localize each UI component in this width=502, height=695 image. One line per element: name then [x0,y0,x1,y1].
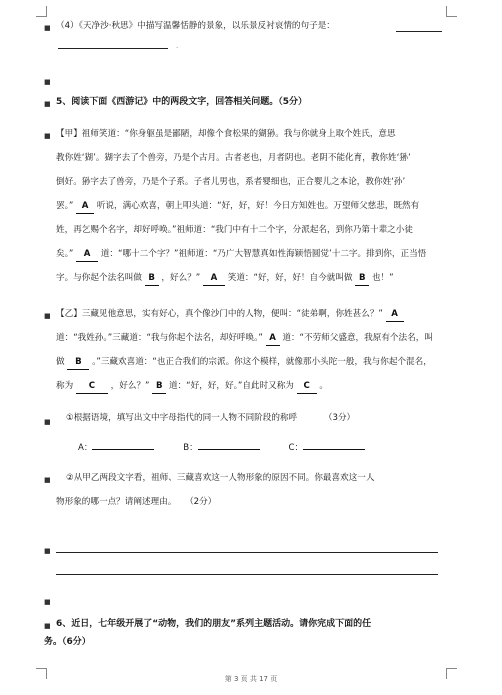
q5-sub2-line-2: 物形象的哪一点？请阐述理由。 （2分） [56,497,217,507]
paragraph-mark: ■ [44,132,51,140]
paragraph-mark: ■ [44,598,51,606]
crop-mark-top-right [446,6,457,17]
blank-b[interactable]: B [152,380,166,394]
blank-a[interactable]: A [76,248,98,262]
q6-line-2: 务。（6分） [44,637,91,647]
blank-a[interactable]: A [266,332,280,346]
q4-text: （4）《天净沙·秋思》中描写温馨恬静的景象，以乐景反衬哀情的句子是： [56,21,335,31]
jia-line-2: 教你姓‘猢’。猢字去了个兽旁，乃是个古月。古者老也，月者阴也。老阴不能化育，教你姓‘狲’ [56,153,411,163]
page-footer: 第 3 页 共 17 页 [224,675,278,683]
jia-line-7: 字。与你起个法名叫做 B ，好么？” A 笑道：“好，好，好！自今就叫做 B 也！” [56,272,448,286]
answer-line-2[interactable] [56,574,438,575]
answer-field-b[interactable] [198,449,260,450]
blank-b[interactable]: B [355,272,369,286]
paragraph-mark: ■ [44,24,51,32]
q4-mark: . [176,42,179,50]
jia-line-6: 矣。” A 道：“哪十二个字？”祖师道：“乃广大智慧真如性海颖悟圆觉’十二字。排到你，正当悟 [56,248,448,262]
blank-b[interactable]: B [67,356,89,370]
jia-line-1: 【甲】祖师笑道：“你身躯虽是鄙陋，却像个食松果的猢狲。我与你就身上取个姓氏，意思 [56,129,396,139]
yi-line-1: 【乙】三藏见他意思，实有好心，真个像沙门中的人物，便叫：“徒弟啊，你姓甚么？” A [56,308,448,322]
answer-line-1[interactable] [56,552,438,553]
answer-field-a[interactable] [92,449,154,450]
yi-line-4: 称为 C ，好么？” B 道：“好，好，好。”自此时又称为 C 。 [56,380,448,394]
label-b: B： [183,443,198,453]
crop-mark-top-left [36,6,47,17]
q5-sub2-line-1: ②从甲乙两段文字看，祖师、三藏喜欢这一人物形象的原因不同。你最喜欢这一人 [66,473,375,483]
blank-c[interactable]: C [297,380,317,394]
paragraph-mark: ■ [44,100,51,108]
label-c: C： [288,443,304,453]
paragraph-mark: ■ [44,547,51,555]
label-a: A： [78,443,93,453]
paragraph-mark: ■ [44,312,51,320]
blank-a[interactable]: A [203,272,225,286]
answer-field-c[interactable] [303,449,365,450]
q4-answer-line-1[interactable] [396,31,442,32]
blank-c[interactable]: C [76,380,108,394]
blank-b[interactable]: B [145,272,159,286]
paragraph-mark: ■ [44,78,51,86]
q6-line-1: 6、近日，七年级开展了“动物，我们的朋友”系列主题活动。请你完成下面的任 [56,619,372,629]
yi-line-2: 道：“我姓孙。”三藏道：“我与你起个法名，却好呼唤。” A 道：“不劳师父盛意，我原有个法名，叫 [56,332,448,346]
blank-a[interactable]: A [76,200,94,214]
q5-sub1-text: ①根据语境，填写出文中字母指代的同一人物不同阶段的称呼 （3分） [66,413,356,423]
paragraph-mark: ■ [44,476,51,484]
blank-a[interactable]: A [386,308,404,322]
jia-line-4: 罢。” A 听说，满心欢喜，朝上叩头道：“好，好，好！今日方知姓也。万望师父慈悲，既然有 [56,200,448,214]
q5-title: 5、阅读下面《西游记》中的两段文字，回答相关问题。（5分） [56,97,308,107]
paragraph-mark: ■ [44,418,51,426]
yi-line-3: 做 B 。”三藏欢喜道：“也正合我们的宗派。你这个模样，就像那小头陀一般，我与你起个混名， [56,356,448,370]
paragraph-mark: ■ [44,622,51,630]
jia-line-3: 倒好。狲字去了兽旁，乃是个子系。子者儿男也，系者婴细也，正合婴儿之本论，教你姓‘孙’ [56,177,406,187]
q4-answer-line-2[interactable] [58,48,168,49]
jia-line-5: 姓，再乞赐个名字，却好呼唤。”祖师道：“我门中有十二个字，分派起名，到你乃第十辈之小徒 [56,225,413,235]
q5-sub1-fields [78,442,470,455]
